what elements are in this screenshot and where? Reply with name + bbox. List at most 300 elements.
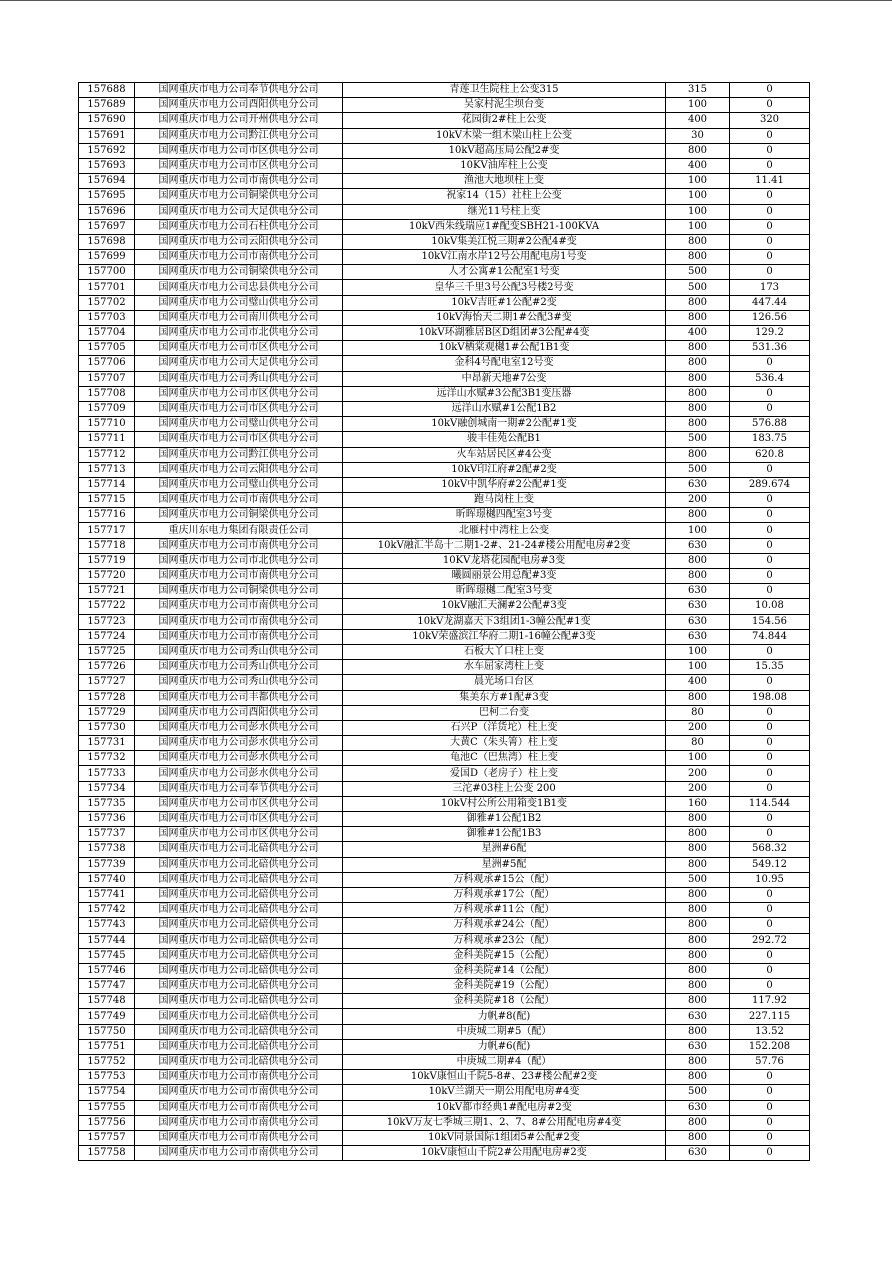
cell-id: 157696: [79, 204, 135, 219]
cell-unit: 国网重庆市电力公司市区供电分公司: [135, 812, 343, 827]
cell-name: 曦圆丽景公用总配#3变: [343, 569, 666, 584]
cell-capacity: 630: [666, 1100, 730, 1115]
cell-id: 157698: [79, 234, 135, 249]
cell-id: 157720: [79, 569, 135, 584]
cell-load: 0: [730, 584, 810, 599]
cell-unit: 国网重庆市电力公司市南供电分公司: [135, 629, 343, 644]
table-row: [79, 386, 810, 401]
cell-load: 292.72: [730, 933, 810, 948]
table-row: [79, 523, 810, 538]
table-row: [79, 174, 810, 189]
table-row: [79, 143, 810, 158]
cell-load: 0: [730, 204, 810, 219]
cell-name: 渔池大地坝柱上变: [343, 174, 666, 189]
cell-load: 173: [730, 280, 810, 295]
cell-name: 10KV油库柱上公变: [343, 158, 666, 173]
cell-unit: 国网重庆市电力公司市区供电分公司: [135, 158, 343, 173]
cell-load: 227.115: [730, 1009, 810, 1024]
cell-name: 10kV江南水岸12号公用配电房1号变: [343, 250, 666, 265]
table-row: [79, 705, 810, 720]
table-row: [79, 963, 810, 978]
cell-capacity: 800: [666, 1115, 730, 1130]
cell-name: 10kV栖棠观樾1#公配1B1变: [343, 341, 666, 356]
cell-unit: 国网重庆市电力公司市南供电分公司: [135, 250, 343, 265]
cell-unit: 国网重庆市电力公司北碚供电分公司: [135, 1009, 343, 1024]
table-row: [79, 1070, 810, 1085]
cell-id: 157729: [79, 705, 135, 720]
table-row: [79, 599, 810, 614]
cell-capacity: 800: [666, 417, 730, 432]
cell-unit: 国网重庆市电力公司石柱供电分公司: [135, 219, 343, 234]
cell-capacity: 800: [666, 143, 730, 158]
table-row: [79, 994, 810, 1009]
cell-id: 157701: [79, 280, 135, 295]
cell-load: 0: [730, 523, 810, 538]
table-row: [79, 553, 810, 568]
cell-id: 157705: [79, 341, 135, 356]
cell-load: 0: [730, 189, 810, 204]
cell-capacity: 630: [666, 1009, 730, 1024]
cell-capacity: 800: [666, 1130, 730, 1145]
cell-capacity: 500: [666, 462, 730, 477]
table-row: [79, 720, 810, 735]
cell-id: 157707: [79, 371, 135, 386]
table-row: [79, 569, 810, 584]
cell-capacity: 315: [666, 83, 730, 98]
cell-id: 157713: [79, 462, 135, 477]
cell-name: 10KV龙塔花园配电房#3变: [343, 553, 666, 568]
cell-id: 157689: [79, 98, 135, 113]
table-row: [79, 280, 810, 295]
cell-id: 157744: [79, 933, 135, 948]
cell-id: 157751: [79, 1039, 135, 1054]
cell-capacity: 400: [666, 113, 730, 128]
cell-id: 157740: [79, 872, 135, 887]
cell-unit: 国网重庆市电力公司市南供电分公司: [135, 1070, 343, 1085]
cell-unit: 国网重庆市电力公司市区供电分公司: [135, 341, 343, 356]
cell-load: 0: [730, 751, 810, 766]
cell-capacity: 100: [666, 98, 730, 113]
cell-capacity: 630: [666, 614, 730, 629]
transformer-table: [78, 82, 810, 1161]
cell-unit: 国网重庆市电力公司市南供电分公司: [135, 1146, 343, 1161]
cell-unit: 国网重庆市电力公司北碚供电分公司: [135, 887, 343, 902]
cell-load: 0: [730, 1130, 810, 1145]
cell-name: 花园街2#柱上公变: [343, 113, 666, 128]
cell-id: 157733: [79, 766, 135, 781]
cell-unit: 国网重庆市电力公司北碚供电分公司: [135, 857, 343, 872]
table-row: [79, 751, 810, 766]
cell-load: 0: [730, 83, 810, 98]
cell-id: 157748: [79, 994, 135, 1009]
cell-load: 10.08: [730, 599, 810, 614]
table-row: [79, 1039, 810, 1054]
cell-id: 157721: [79, 584, 135, 599]
cell-capacity: 800: [666, 310, 730, 325]
cell-unit: 国网重庆市电力公司铜梁供电分公司: [135, 265, 343, 280]
cell-unit: 国网重庆市电力公司北碚供电分公司: [135, 918, 343, 933]
cell-id: 157694: [79, 174, 135, 189]
cell-unit: 国网重庆市电力公司奉节供电分公司: [135, 83, 343, 98]
cell-unit: 国网重庆市电力公司丰都供电分公司: [135, 690, 343, 705]
cell-name: 三沱#03柱上公变 200: [343, 781, 666, 796]
table-row: [79, 417, 810, 432]
cell-load: 114.544: [730, 796, 810, 811]
cell-capacity: 800: [666, 690, 730, 705]
cell-load: 0: [730, 219, 810, 234]
cell-capacity: 100: [666, 174, 730, 189]
cell-id: 157708: [79, 386, 135, 401]
cell-capacity: 800: [666, 553, 730, 568]
cell-id: 157737: [79, 827, 135, 842]
table-row: [79, 341, 810, 356]
cell-unit: 国网重庆市电力公司忠县供电分公司: [135, 280, 343, 295]
cell-id: 157738: [79, 842, 135, 857]
cell-name: 力帆#8(配): [343, 1009, 666, 1024]
cell-load: 129.2: [730, 326, 810, 341]
cell-unit: 国网重庆市电力公司市南供电分公司: [135, 599, 343, 614]
cell-id: 157691: [79, 128, 135, 143]
cell-load: 0: [730, 887, 810, 902]
cell-load: 0: [730, 766, 810, 781]
cell-load: 0: [730, 827, 810, 842]
cell-capacity: 800: [666, 371, 730, 386]
cell-unit: 国网重庆市电力公司酉阳供电分公司: [135, 98, 343, 113]
cell-name: 金科美院#15（公配）: [343, 948, 666, 963]
cell-capacity: 800: [666, 508, 730, 523]
cell-unit: 国网重庆市电力公司市北供电分公司: [135, 553, 343, 568]
cell-load: 0: [730, 508, 810, 523]
cell-capacity: 160: [666, 796, 730, 811]
cell-name: 10kV西朱线瑞应1#配变SBH21-100KVA: [343, 219, 666, 234]
table-row: [79, 310, 810, 325]
cell-unit: 国网重庆市电力公司秀山供电分公司: [135, 644, 343, 659]
table-row: [79, 356, 810, 371]
cell-load: 152.208: [730, 1039, 810, 1054]
cell-id: 157716: [79, 508, 135, 523]
cell-id: 157710: [79, 417, 135, 432]
cell-id: 157714: [79, 477, 135, 492]
cell-id: 157754: [79, 1085, 135, 1100]
cell-name: 大黄C（朱头箐）柱上变: [343, 736, 666, 751]
table-row: [79, 796, 810, 811]
cell-unit: 国网重庆市电力公司北碚供电分公司: [135, 948, 343, 963]
cell-unit: 国网重庆市电力公司璧山供电分公司: [135, 295, 343, 310]
cell-id: 157741: [79, 887, 135, 902]
cell-name: 青莲卫生院柱上公变315: [343, 83, 666, 98]
cell-load: 0: [730, 1070, 810, 1085]
cell-capacity: 800: [666, 903, 730, 918]
cell-name: 10kV荣盛滨江华府二期1-16幢公配#3变: [343, 629, 666, 644]
cell-id: 157746: [79, 963, 135, 978]
cell-unit: 国网重庆市电力公司市南供电分公司: [135, 1085, 343, 1100]
cell-capacity: 800: [666, 447, 730, 462]
cell-load: 0: [730, 1146, 810, 1161]
cell-capacity: 80: [666, 705, 730, 720]
cell-name: 10kV印江府#2配#2变: [343, 462, 666, 477]
top-rule: [0, 0, 892, 1]
cell-unit: 国网重庆市电力公司秀山供电分公司: [135, 660, 343, 675]
cell-name: 力帆#6(配): [343, 1039, 666, 1054]
cell-id: 157695: [79, 189, 135, 204]
cell-capacity: 500: [666, 265, 730, 280]
cell-load: 0: [730, 781, 810, 796]
cell-load: 0: [730, 493, 810, 508]
cell-id: 157690: [79, 113, 135, 128]
cell-unit: 国网重庆市电力公司市区供电分公司: [135, 796, 343, 811]
cell-name: 10kV龙湖嘉天下3组团1-3幢公配#1变: [343, 614, 666, 629]
cell-load: 13.52: [730, 1024, 810, 1039]
table-row: [79, 234, 810, 249]
cell-unit: 国网重庆市电力公司北碚供电分公司: [135, 872, 343, 887]
cell-unit: 国网重庆市电力公司市南供电分公司: [135, 1130, 343, 1145]
cell-unit: 国网重庆市电力公司北碚供电分公司: [135, 979, 343, 994]
cell-unit: 国网重庆市电力公司彭水供电分公司: [135, 751, 343, 766]
table-row: [79, 477, 810, 492]
cell-capacity: 800: [666, 386, 730, 401]
cell-name: 火车站居民区#4公变: [343, 447, 666, 462]
table-row: [79, 401, 810, 416]
cell-id: 157731: [79, 736, 135, 751]
cell-unit: 国网重庆市电力公司市北供电分公司: [135, 326, 343, 341]
cell-capacity: 100: [666, 644, 730, 659]
cell-name: 金科美院#14（公配）: [343, 963, 666, 978]
cell-id: 157703: [79, 310, 135, 325]
cell-unit: 重庆川东电力集团有限责任公司: [135, 523, 343, 538]
cell-unit: 国网重庆市电力公司开州供电分公司: [135, 113, 343, 128]
table-row: [79, 827, 810, 842]
cell-name: 祝家14（15）社柱上公变: [343, 189, 666, 204]
cell-name: 10kV超高压局公配2#变: [343, 143, 666, 158]
table-row: [79, 158, 810, 173]
table-row: [79, 660, 810, 675]
cell-load: 15.35: [730, 660, 810, 675]
cell-load: 0: [730, 462, 810, 477]
cell-load: 11.41: [730, 174, 810, 189]
table-row: [79, 872, 810, 887]
cell-name: 石板大丫口柱上变: [343, 644, 666, 659]
cell-id: 157709: [79, 401, 135, 416]
cell-load: 0: [730, 963, 810, 978]
cell-unit: 国网重庆市电力公司铜梁供电分公司: [135, 189, 343, 204]
cell-name: 金科美院#19（公配）: [343, 979, 666, 994]
cell-name: 骏丰佳苑公配B1: [343, 432, 666, 447]
cell-capacity: 100: [666, 751, 730, 766]
cell-load: 57.76: [730, 1055, 810, 1070]
cell-unit: 国网重庆市电力公司铜梁供电分公司: [135, 584, 343, 599]
cell-load: 0: [730, 98, 810, 113]
cell-name: 10kV兰湖天一期公用配电房#4变: [343, 1085, 666, 1100]
cell-load: 0: [730, 250, 810, 265]
cell-load: 0: [730, 1100, 810, 1115]
cell-load: 0: [730, 812, 810, 827]
cell-name: 10kV融汇半岛十二期1-2#、21-24#楼公用配电房#2变: [343, 538, 666, 553]
cell-load: 0: [730, 401, 810, 416]
table-row: [79, 98, 810, 113]
table-row: [79, 629, 810, 644]
cell-id: 157728: [79, 690, 135, 705]
cell-unit: 国网重庆市电力公司北碚供电分公司: [135, 994, 343, 1009]
cell-unit: 国网重庆市电力公司彭水供电分公司: [135, 720, 343, 735]
cell-id: 157747: [79, 979, 135, 994]
cell-unit: 国网重庆市电力公司彭水供电分公司: [135, 766, 343, 781]
cell-capacity: 800: [666, 842, 730, 857]
cell-unit: 国网重庆市电力公司云阳供电分公司: [135, 234, 343, 249]
table-row: [79, 204, 810, 219]
cell-id: 157758: [79, 1146, 135, 1161]
cell-name: 万科观承#15公（配）: [343, 872, 666, 887]
cell-capacity: 200: [666, 493, 730, 508]
cell-unit: 国网重庆市电力公司彭水供电分公司: [135, 736, 343, 751]
cell-name: 水车屈家湾柱上变: [343, 660, 666, 675]
cell-capacity: 800: [666, 887, 730, 902]
cell-load: 549.12: [730, 857, 810, 872]
cell-id: 157757: [79, 1130, 135, 1145]
table-row: [79, 1115, 810, 1130]
cell-unit: 国网重庆市电力公司北碚供电分公司: [135, 963, 343, 978]
table-row: [79, 1009, 810, 1024]
cell-name: 万科观承#17公（配）: [343, 887, 666, 902]
table-row: [79, 1024, 810, 1039]
cell-unit: 国网重庆市电力公司璧山供电分公司: [135, 477, 343, 492]
cell-load: 0: [730, 736, 810, 751]
table-row: [79, 736, 810, 751]
cell-unit: 国网重庆市电力公司北碚供电分公司: [135, 933, 343, 948]
cell-id: 157699: [79, 250, 135, 265]
cell-load: 0: [730, 1115, 810, 1130]
cell-capacity: 800: [666, 857, 730, 872]
cell-name: 晨光场口台区: [343, 675, 666, 690]
cell-name: 爱国D（老房子）柱上变: [343, 766, 666, 781]
cell-name: 10kV村公所公用箱变1B1变: [343, 796, 666, 811]
cell-capacity: 800: [666, 994, 730, 1009]
cell-load: 117.92: [730, 994, 810, 1009]
cell-name: 10kV融汇天澜#2公配#3变: [343, 599, 666, 614]
cell-name: 御雅#1公配1B2: [343, 812, 666, 827]
table-row: [79, 1146, 810, 1161]
table-row: [79, 918, 810, 933]
cell-capacity: 800: [666, 918, 730, 933]
cell-unit: 国网重庆市电力公司大足供电分公司: [135, 204, 343, 219]
cell-unit: 国网重庆市电力公司云阳供电分公司: [135, 462, 343, 477]
cell-capacity: 30: [666, 128, 730, 143]
cell-load: 0: [730, 569, 810, 584]
cell-capacity: 100: [666, 523, 730, 538]
cell-load: 0: [730, 265, 810, 280]
cell-load: 568.32: [730, 842, 810, 857]
table-row: [79, 933, 810, 948]
cell-name: 万科观承#23公（配）: [343, 933, 666, 948]
cell-capacity: 800: [666, 250, 730, 265]
cell-load: 620.8: [730, 447, 810, 462]
cell-capacity: 100: [666, 219, 730, 234]
cell-capacity: 800: [666, 963, 730, 978]
cell-name: 10kV木梁一组木梁山柱上公变: [343, 128, 666, 143]
cell-unit: 国网重庆市电力公司市南供电分公司: [135, 614, 343, 629]
cell-id: 157725: [79, 644, 135, 659]
table-row: [79, 371, 810, 386]
cell-id: 157732: [79, 751, 135, 766]
table-row: [79, 614, 810, 629]
cell-id: 157752: [79, 1055, 135, 1070]
cell-name: 昕晖璟樾二配室3号变: [343, 584, 666, 599]
cell-capacity: 100: [666, 204, 730, 219]
cell-unit: 国网重庆市电力公司北碚供电分公司: [135, 1039, 343, 1054]
table-row: [79, 842, 810, 857]
cell-name: 星洲#6配: [343, 842, 666, 857]
cell-unit: 国网重庆市电力公司秀山供电分公司: [135, 675, 343, 690]
cell-load: 576.88: [730, 417, 810, 432]
cell-load: 0: [730, 644, 810, 659]
table-row: [79, 766, 810, 781]
cell-name: 石兴P（洋货坨）柱上变: [343, 720, 666, 735]
cell-name: 10kV融创城南一期#2公配#1变: [343, 417, 666, 432]
table-row: [79, 1055, 810, 1070]
table-row: [79, 447, 810, 462]
cell-load: 0: [730, 918, 810, 933]
table-row: [79, 113, 810, 128]
cell-unit: 国网重庆市电力公司市南供电分公司: [135, 569, 343, 584]
cell-id: 157715: [79, 493, 135, 508]
cell-load: 0: [730, 158, 810, 173]
cell-id: 157717: [79, 523, 135, 538]
cell-id: 157718: [79, 538, 135, 553]
cell-capacity: 800: [666, 827, 730, 842]
cell-load: 536.4: [730, 371, 810, 386]
cell-id: 157742: [79, 903, 135, 918]
cell-unit: 国网重庆市电力公司南川供电分公司: [135, 310, 343, 325]
cell-unit: 国网重庆市电力公司北碚供电分公司: [135, 1055, 343, 1070]
cell-load: 447.44: [730, 295, 810, 310]
cell-name: 10kV都市经典1#配电房#2变: [343, 1100, 666, 1115]
cell-name: 巴柯二台变: [343, 705, 666, 720]
cell-capacity: 500: [666, 432, 730, 447]
cell-unit: 国网重庆市电力公司市南供电分公司: [135, 1100, 343, 1115]
cell-id: 157734: [79, 781, 135, 796]
table-row: [79, 948, 810, 963]
cell-unit: 国网重庆市电力公司市区供电分公司: [135, 386, 343, 401]
cell-capacity: 800: [666, 569, 730, 584]
cell-id: 157692: [79, 143, 135, 158]
cell-load: 0: [730, 705, 810, 720]
cell-id: 157750: [79, 1024, 135, 1039]
cell-name: 金科美院#18（公配）: [343, 994, 666, 1009]
cell-unit: 国网重庆市电力公司北碚供电分公司: [135, 842, 343, 857]
cell-capacity: 400: [666, 326, 730, 341]
cell-id: 157743: [79, 918, 135, 933]
table-row: [79, 675, 810, 690]
cell-load: 0: [730, 948, 810, 963]
cell-id: 157706: [79, 356, 135, 371]
cell-capacity: 800: [666, 295, 730, 310]
cell-capacity: 800: [666, 1070, 730, 1085]
table-row: [79, 493, 810, 508]
cell-capacity: 800: [666, 812, 730, 827]
cell-id: 157719: [79, 553, 135, 568]
cell-unit: 国网重庆市电力公司大足供电分公司: [135, 356, 343, 371]
table-row: [79, 857, 810, 872]
cell-load: 0: [730, 128, 810, 143]
cell-load: 126.56: [730, 310, 810, 325]
table-row: [79, 219, 810, 234]
cell-id: 157700: [79, 265, 135, 280]
cell-unit: 国网重庆市电力公司市南供电分公司: [135, 538, 343, 553]
cell-load: 0: [730, 538, 810, 553]
cell-id: 157704: [79, 326, 135, 341]
table-row: [79, 83, 810, 98]
table-row: [79, 812, 810, 827]
cell-name: 御雅#1公配1B3: [343, 827, 666, 842]
